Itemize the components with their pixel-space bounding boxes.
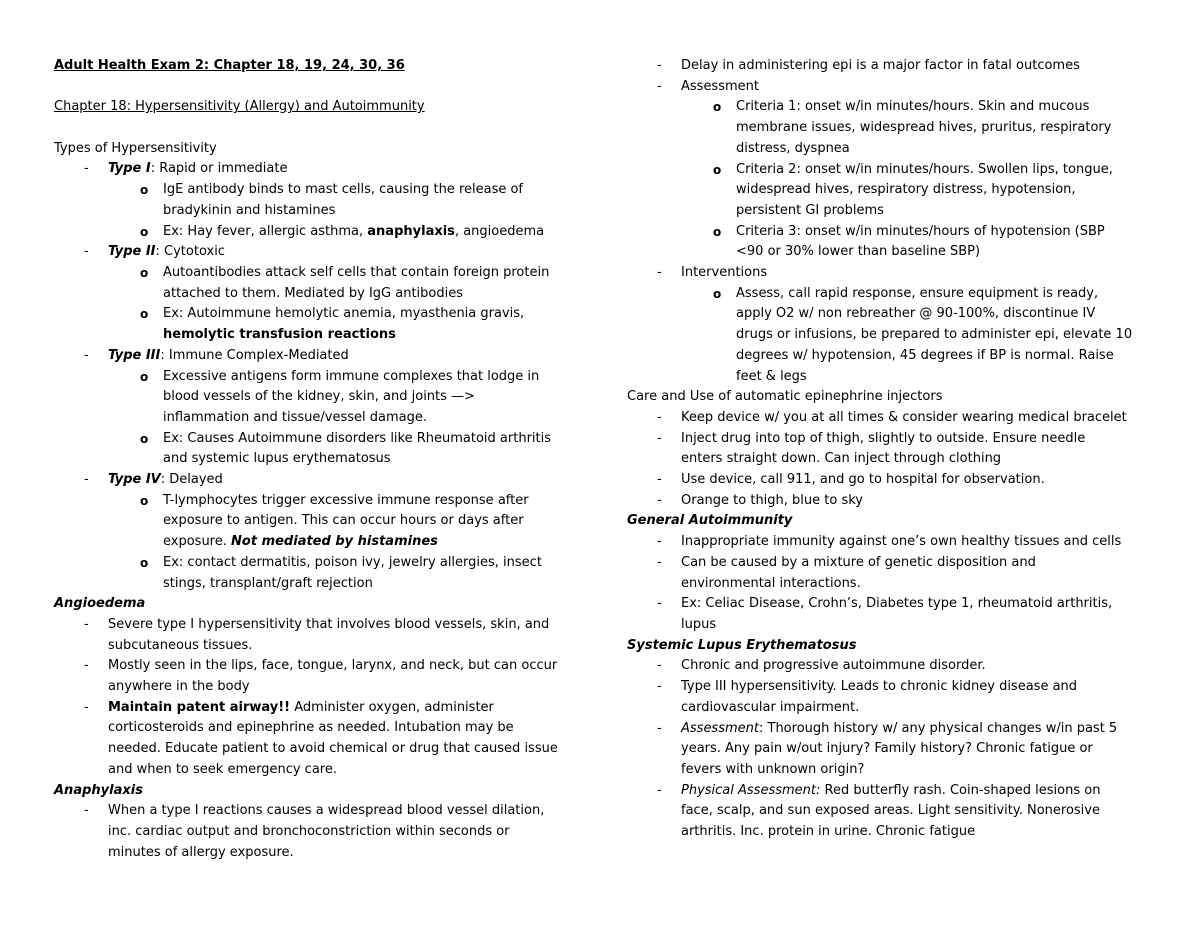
interventions-bullet-cont: feet & legs (736, 368, 807, 384)
angioedema-item-cont: subcutaneous tissues. (108, 637, 253, 653)
epinephrine-item: - Orange to thigh, blue to sky (627, 491, 1157, 512)
autoimmunity-item: - Inappropriate immunity against one’s own healthy tissues and cells (627, 532, 1157, 553)
criteria-2: o Criteria 2: onset w/in minutes/hours. Swollen lips, tongue, (627, 160, 1157, 181)
autoimmunity-item-cont: environmental interactions. (681, 575, 861, 591)
document-title: Adult Health Exam 2: Chapter 18, 19, 24, 30, 36 (54, 58, 405, 73)
type-4-example-cont: stings, transplant/graft rejection (163, 575, 373, 591)
interventions-bullet-cont: apply O2 w/ non rebreather @ 90-100%, discontinue IV (736, 306, 1096, 322)
sle-item-cont: arthritis. Inc. protein in urine. Chronic fatigue (681, 824, 976, 840)
anaphylaxis-item-cont: inc. cardiac output and bronchoconstriction within seconds or (108, 823, 510, 839)
autoimmunity-item: - Can be caused by a mixture of genetic disposition and (627, 553, 1157, 574)
sle-item: - Chronic and progressive autoimmune disorder. (627, 656, 1157, 677)
criteria-1-cont: distress, dyspnea (736, 140, 850, 156)
assessment-item: - Assessment (627, 77, 1157, 98)
interventions-item: - Interventions (627, 263, 1157, 284)
criteria-2-cont: persistent GI problems (736, 202, 884, 218)
criteria-2-cont: widespread hives, respiratory distress, hypotension, (736, 182, 1076, 198)
type-2-example-cont: hemolytic transfusion reactions (163, 327, 396, 343)
autoimmunity-item-cont: lupus (681, 616, 717, 632)
general-autoimmunity-heading: General Autoimmunity (627, 513, 793, 529)
type-4-item: - Type IV: Delayed (54, 470, 574, 491)
right-column (627, 56, 1157, 843)
type-1-bullet-cont: bradykinin and histamines (163, 202, 336, 218)
anaphylaxis-item: - Delay in administering epi is a major factor in fatal outcomes (627, 56, 1157, 77)
type-1-label: Type I (108, 161, 151, 177)
type-3-example: o Ex: Causes Autoimmune disorders like Rheumatoid arthritis (54, 429, 574, 450)
criteria-3-cont: <90 or 30% lower than baseline SBP) (736, 244, 981, 260)
type-3-bullet-cont: inflammation and tissue/vessel damage. (163, 409, 428, 425)
angioedema-item: - Severe type I hypersensitivity that involves blood vessels, skin, and (54, 615, 574, 636)
sle-item: - Assessment: Thorough history w/ any physical changes w/in past 5 (627, 719, 1157, 740)
type-3-label: Type III (108, 347, 161, 363)
types-heading: Types of Hypersensitivity (54, 140, 217, 156)
sle-item-cont: fevers with unknown origin? (681, 761, 865, 777)
epinephrine-item: - Use device, call 911, and go to hospital for observation. (627, 470, 1157, 491)
type-3-bullet: o Excessive antigens form immune complexes that lodge in (54, 367, 574, 388)
angioedema-item-cont: corticosteroids and epinephrine as needed. Intubation may be (108, 720, 514, 736)
epinephrine-item: - Inject drug into top of thigh, slightly to outside. Ensure needle (627, 429, 1157, 450)
type-4-example: o Ex: contact dermatitis, poison ivy, jewelry allergies, insect (54, 553, 574, 574)
type-4-label: Type IV (108, 472, 161, 488)
chapter-heading: Chapter 18: Hypersensitivity (Allergy) and Autoimmunity (54, 99, 425, 115)
angioedema-heading: Angioedema (54, 596, 146, 612)
epinephrine-heading: Care and Use of automatic epinephrine injectors (627, 389, 943, 405)
type-2-bullet: o Autoantibodies attack self cells that contain foreign protein (54, 263, 574, 284)
sle-item-cont: years. Any pain w/out injury? Family history? Chronic fatigue or (681, 741, 1093, 757)
anaphylaxis-item-cont: minutes of allergy exposure. (108, 844, 294, 860)
sle-heading: Systemic Lupus Erythematosus (627, 637, 857, 653)
type-2-label: Type II (108, 244, 156, 260)
angioedema-item-cont: needed. Educate patient to avoid chemical or drug that caused issue (108, 741, 558, 757)
anaphylaxis-heading: Anaphylaxis (54, 782, 143, 798)
type-2-item: - Type II: Cytotoxic (54, 242, 574, 263)
epinephrine-item-cont: enters straight down. Can inject through clothing (681, 451, 1002, 467)
sle-item-cont: face, scalp, and sun exposed areas. Light sensitivity. Nonerosive (681, 803, 1100, 819)
type-2-bullet-cont: attached to them. Mediated by IgG antibodies (163, 285, 463, 301)
type-3-item: - Type III: Immune Complex-Mediated (54, 346, 574, 367)
sle-item-cont: cardiovascular impairment. (681, 699, 860, 715)
epinephrine-item: - Keep device w/ you at all times & consider wearing medical bracelet (627, 408, 1157, 429)
autoimmunity-item: - Ex: Celiac Disease, Crohn’s, Diabetes type 1, rheumatoid arthritis, (627, 594, 1157, 615)
type-2-example: o Ex: Autoimmune hemolytic anemia, myasthenia gravis, (54, 304, 574, 325)
left-column (54, 56, 574, 863)
criteria-3: o Criteria 3: onset w/in minutes/hours of hypotension (SBP (627, 222, 1157, 243)
type-4-bullet: o T-lymphocytes trigger excessive immune response after (54, 491, 574, 512)
type-3-bullet-cont: blood vessels of the kidney, skin, and joints —> (163, 389, 475, 405)
type-1-bullet: o IgE antibody binds to mast cells, causing the release of (54, 180, 574, 201)
interventions-bullet-cont: drugs or infusions, be prepared to administer epi, elevate 10 (736, 327, 1133, 343)
interventions-bullet: o Assess, call rapid response, ensure equipment is ready, (627, 284, 1157, 305)
type-4-bullet-cont: exposure. Not mediated by histamines (163, 534, 438, 550)
angioedema-item: - Mostly seen in the lips, face, tongue, larynx, and neck, but can occur (54, 656, 574, 677)
anaphylaxis-item: - When a type I reactions causes a widespread blood vessel dilation, (54, 801, 574, 822)
interventions-bullet-cont: degrees w/ hypotension, 45 degrees if BP is normal. Raise (736, 347, 1114, 363)
type-1-example: o Ex: Hay fever, allergic asthma, anaphylaxis, angioedema (54, 222, 574, 243)
sle-item: - Physical Assessment: Red butterfly rash. Coin-shaped lesions on (627, 781, 1157, 802)
criteria-1: o Criteria 1: onset w/in minutes/hours. Skin and mucous (627, 97, 1157, 118)
angioedema-item-cont: anywhere in the body (108, 679, 250, 695)
type-4-bullet-cont: exposure to antigen. This can occur hours or days after (163, 513, 524, 529)
angioedema-item-cont: and when to seek emergency care. (108, 761, 337, 777)
sle-item: - Type III hypersensitivity. Leads to chronic kidney disease and (627, 677, 1157, 698)
angioedema-item: - Maintain patent airway!! Administer oxygen, administer (54, 698, 574, 719)
type-1-item: - Type I: Rapid or immediate (54, 159, 574, 180)
type-3-example-cont: and systemic lupus erythematosus (163, 451, 391, 467)
criteria-1-cont: membrane issues, widespread hives, pruritus, respiratory (736, 120, 1112, 136)
